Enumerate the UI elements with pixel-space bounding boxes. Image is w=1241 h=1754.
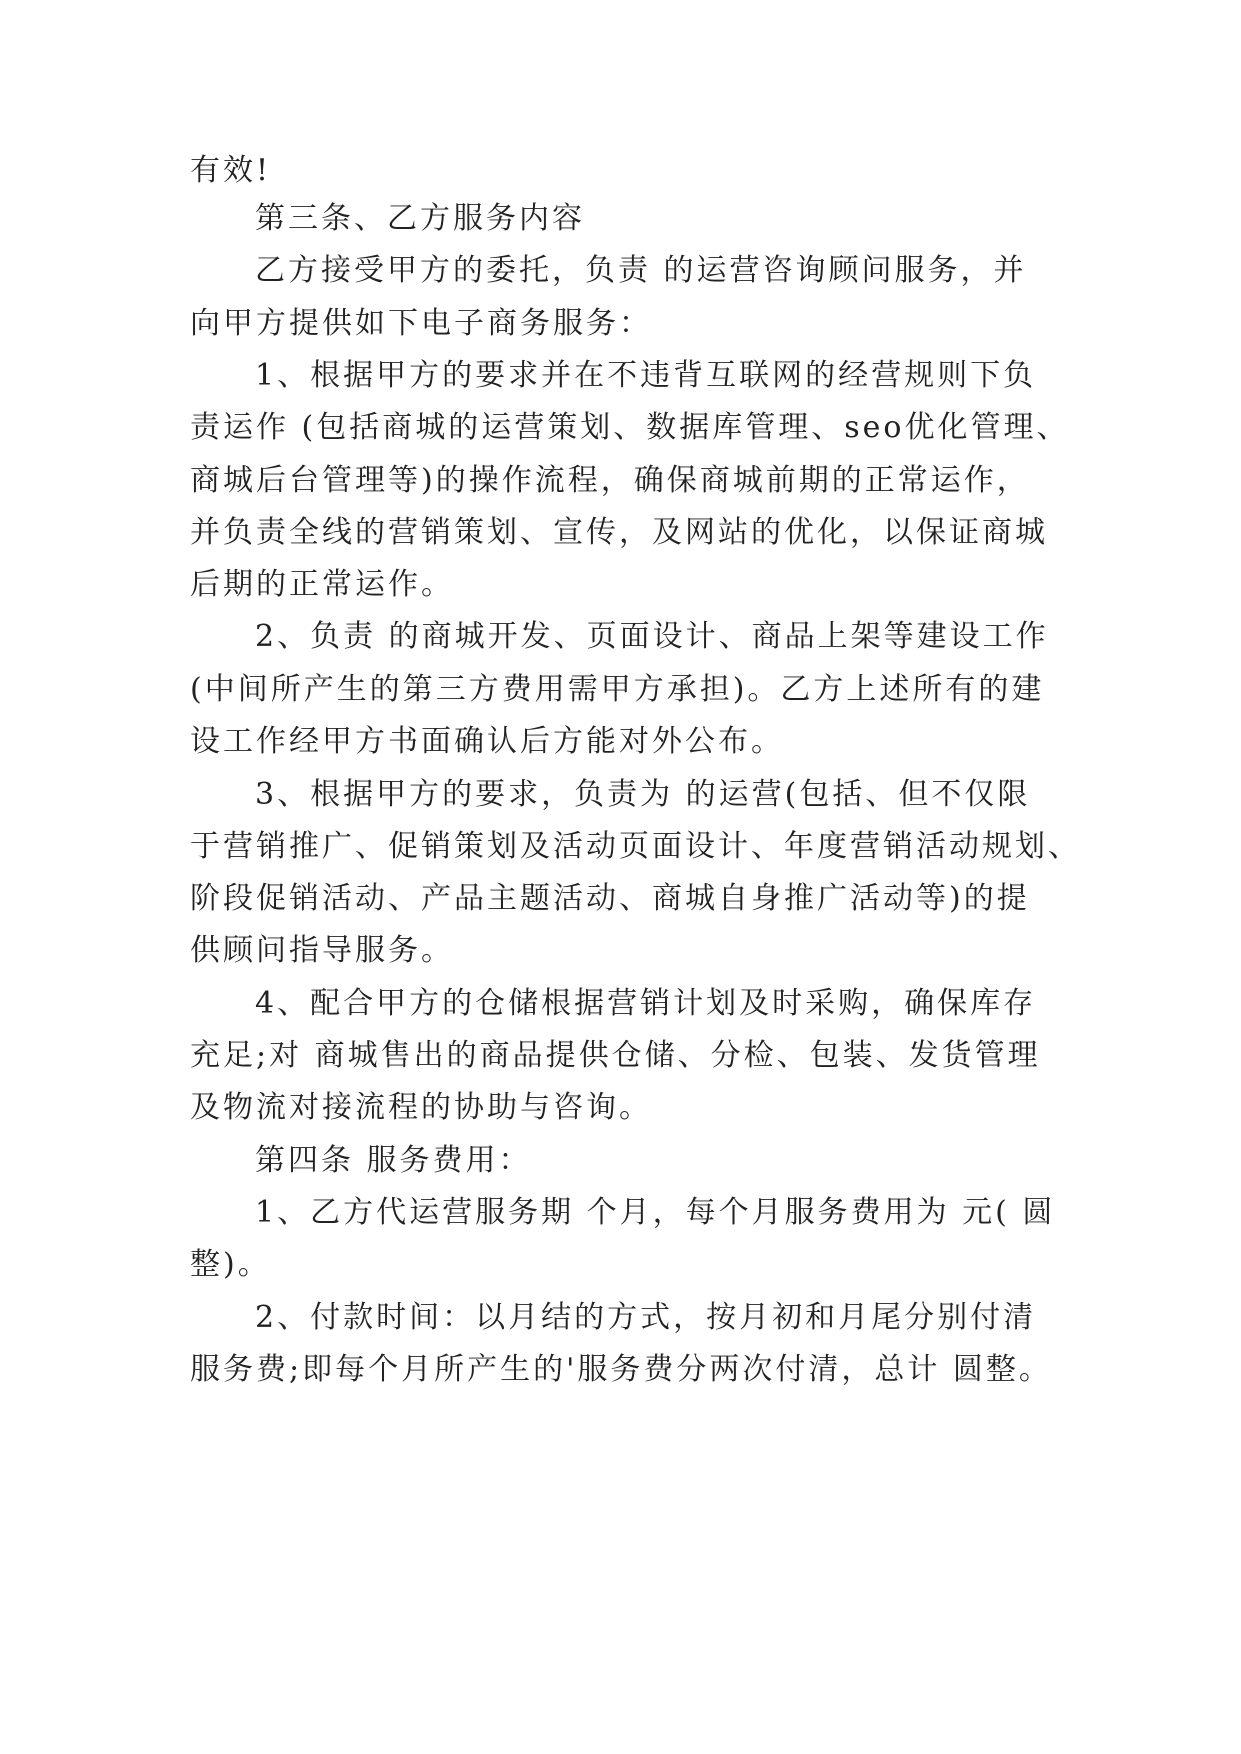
section-heading: 第三条、乙方服务内容 [255,201,585,236]
text-line: (中间所产生的第三方费用需甲方承担)。乙方上述所有的建 [190,672,1045,707]
text-line: 充足;对 商城售出的商品提供仓储、分检、包装、发货管理 [190,1038,1041,1073]
text-line: 于营销推广、促销策划及活动页面设计、年度营销活动规划、 [190,829,1081,864]
text-line: 整)。 [190,1247,271,1282]
text-line: 及物流对接流程的协助与咨询。 [190,1090,652,1125]
text-line: 服务费;即每个月所产生的'服务费分两次付清，总计 圆整。 [190,1352,1052,1387]
text-line: 向甲方提供如下电子商务服务： [190,306,652,341]
text-line: 后期的正常运作。 [190,567,454,602]
text-line: 2、付款时间：以月结的方式，按月初和月尾分别付清 [255,1300,1037,1335]
text-line: 责运作 (包括商城的运营策划、数据库管理、seo优化管理、 [190,410,1070,445]
text-line: 设工作经甲方书面确认后方能对外公布。 [190,724,784,759]
text-line: 商城后台管理等)的操作流程，确保商城前期的正常运作， [190,463,1030,498]
text-line: 1、根据甲方的要求并在不违背互联网的经营规则下负 [255,358,1037,393]
text-line: 阶段促销活动、产品主题活动、商城自身推广活动等)的提 [190,881,1030,916]
text-line: 乙方接受甲方的委托，负责 的运营咨询顾问服务，并 [255,253,1027,288]
text-line: 3、根据甲方的要求，负责为 的运营(包括、但不仅限 [255,777,1031,812]
text-line: 并负责全线的营销策划、宣传，及网站的优化，以保证商城 [190,515,1048,550]
text-line: 1、乙方代运营服务期 个月，每个月服务费用为 元( 圆 [255,1195,1056,1230]
text-line: 2、负责 的商城开发、页面设计、商品上架等建设工作 [255,619,1049,654]
text-line: 有效! [190,153,272,188]
text-line: 4、配合甲方的仓储根据营销计划及时采购，确保库存 [255,986,1037,1021]
section-heading: 第四条 服务费用： [255,1143,532,1178]
text-line: 供顾问指导服务。 [190,933,454,968]
